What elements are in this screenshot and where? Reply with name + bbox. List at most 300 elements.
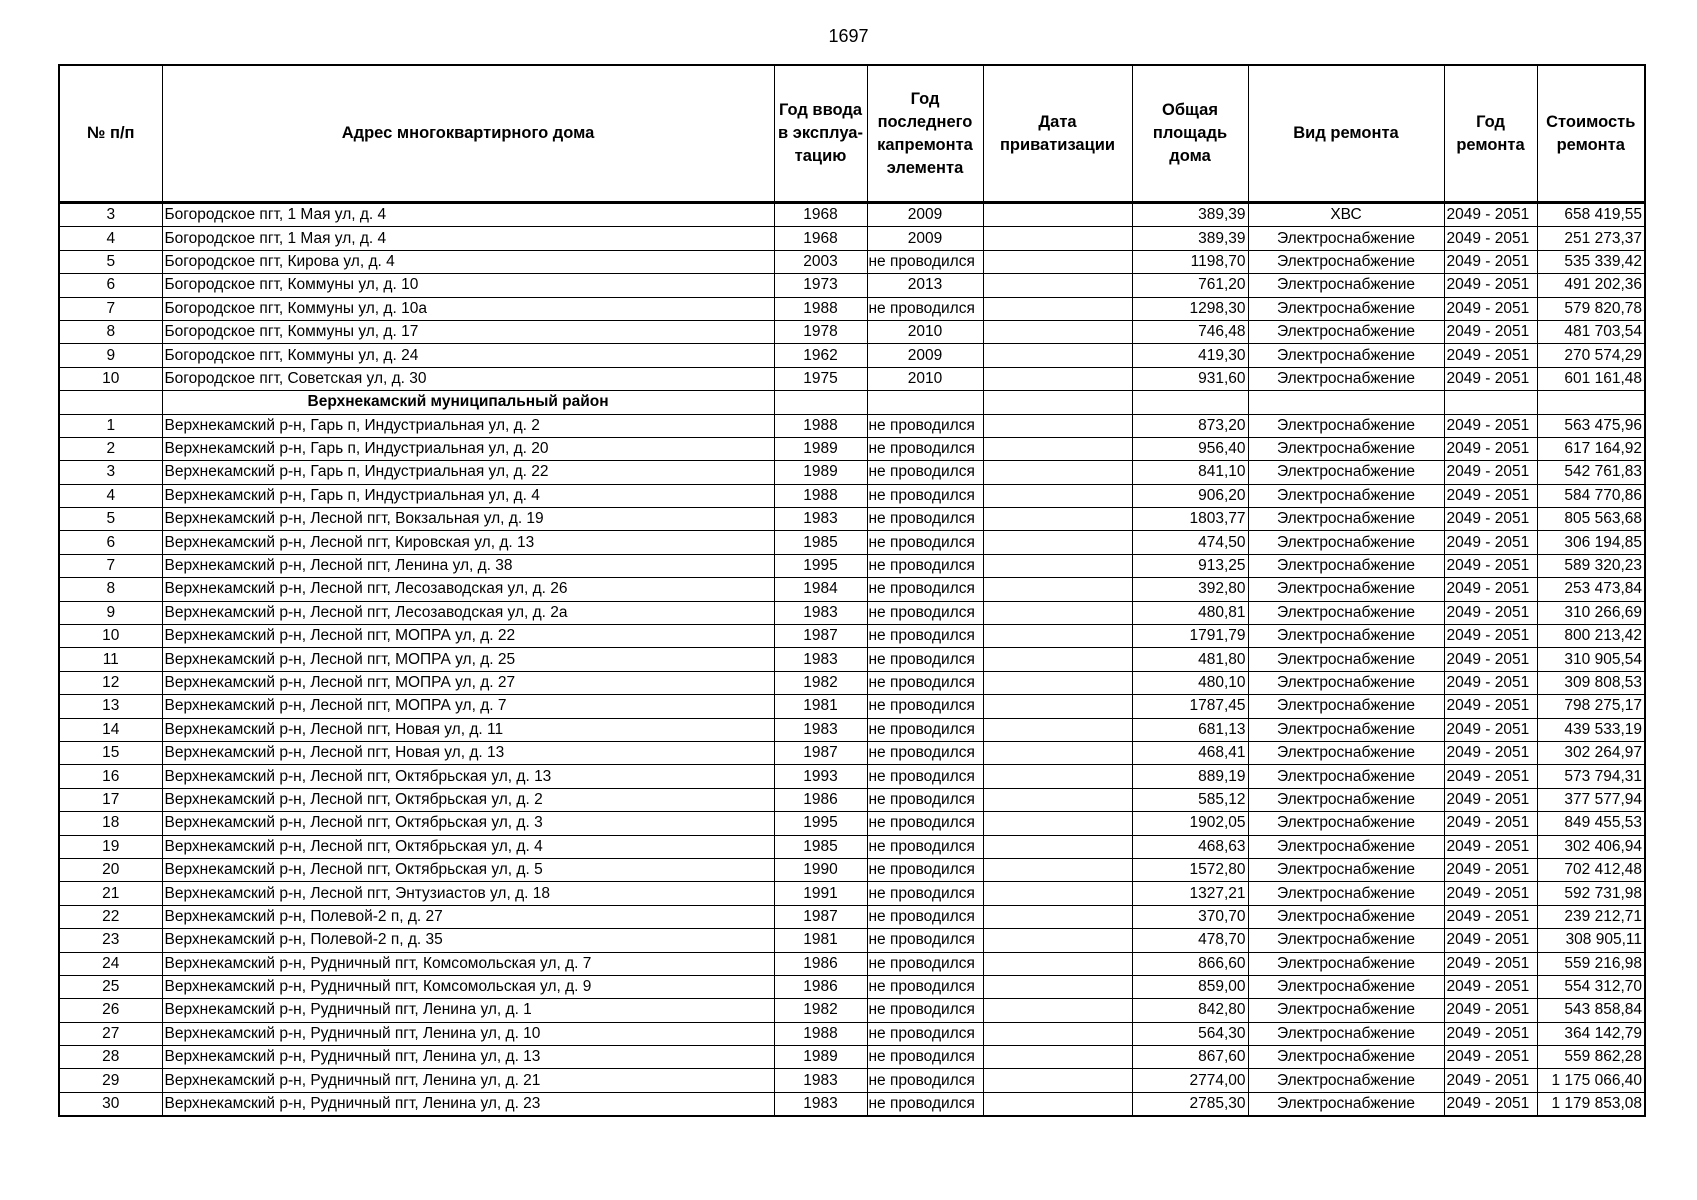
cell-last-repair: не проводился xyxy=(867,858,983,881)
cell-cost: 377 577,94 xyxy=(1537,788,1645,811)
cell-repair-kind: Электроснабжение xyxy=(1248,788,1444,811)
cell-repair-kind: Электроснабжение xyxy=(1248,1069,1444,1092)
cell-area: 842,80 xyxy=(1132,999,1248,1022)
cell-address: Верхнекамский р-н, Гарь п, Индустриальная ул, д. 20 xyxy=(162,437,774,460)
cell-cost: 481 703,54 xyxy=(1537,320,1645,343)
table-row xyxy=(59,601,1645,624)
cell-repair-kind: Электроснабжение xyxy=(1248,437,1444,460)
cell-cost: 1 175 066,40 xyxy=(1537,1069,1645,1092)
cell-address: Верхнекамский р-н, Лесной пгт, Новая ул, д. 13 xyxy=(162,741,774,764)
cell-last-repair: не проводился xyxy=(867,625,983,648)
table-row xyxy=(59,1022,1645,1045)
cell-last-repair: 2009 xyxy=(867,203,983,227)
cell-last-repair: не проводился xyxy=(867,1022,983,1045)
cell-year-built: 1986 xyxy=(774,788,867,811)
cell-num: 16 xyxy=(59,765,162,788)
cell-address: Верхнекамский р-н, Лесной пгт, МОПРА ул, д. 25 xyxy=(162,648,774,671)
cell-last-repair: не проводился xyxy=(867,695,983,718)
table-row xyxy=(59,320,1645,343)
cell-num: 10 xyxy=(59,625,162,648)
cell-repair-kind: Электроснабжение xyxy=(1248,250,1444,273)
cell-num: 10 xyxy=(59,367,162,390)
table-row xyxy=(59,929,1645,952)
cell-num: 8 xyxy=(59,578,162,601)
cell-year-built: 1988 xyxy=(774,484,867,507)
cell-privatization xyxy=(983,741,1132,764)
cell-repair-period: 2049 - 2051 xyxy=(1444,203,1537,227)
cell-area: 419,30 xyxy=(1132,344,1248,367)
cell-cost: 302 406,94 xyxy=(1537,835,1645,858)
cell-cost: 559 216,98 xyxy=(1537,952,1645,975)
table-row xyxy=(59,858,1645,881)
table-row xyxy=(59,835,1645,858)
cell-repair-period: 2049 - 2051 xyxy=(1444,671,1537,694)
cell-last-repair: не проводился xyxy=(867,250,983,273)
table-row xyxy=(59,788,1645,811)
cell-repair-kind: Электроснабжение xyxy=(1248,765,1444,788)
cell-cost: 601 161,48 xyxy=(1537,367,1645,390)
cell-last-repair: не проводился xyxy=(867,484,983,507)
cell-repair-kind: Электроснабжение xyxy=(1248,531,1444,554)
cell-repair-kind: Электроснабжение xyxy=(1248,718,1444,741)
cell-last-repair xyxy=(867,391,983,414)
cell-address: Верхнекамский р-н, Лесной пгт, Октябрьская ул, д. 5 xyxy=(162,858,774,881)
cell-privatization xyxy=(983,484,1132,507)
cell-privatization xyxy=(983,905,1132,928)
cell-num: 6 xyxy=(59,274,162,297)
cell-address: Верхнекамский р-н, Гарь п, Индустриальная ул, д. 2 xyxy=(162,414,774,437)
cell-privatization xyxy=(983,975,1132,998)
cell-cost: 554 312,70 xyxy=(1537,975,1645,998)
cell-privatization xyxy=(983,999,1132,1022)
cell-last-repair: не проводился xyxy=(867,554,983,577)
cell-cost: 251 273,37 xyxy=(1537,227,1645,250)
cell-year-built: 1983 xyxy=(774,1069,867,1092)
cell-num: 8 xyxy=(59,320,162,343)
cell-repair-kind: Электроснабжение xyxy=(1248,1046,1444,1069)
cell-address: Верхнекамский муниципальный район xyxy=(162,391,774,414)
table-row xyxy=(59,718,1645,741)
cell-num: 6 xyxy=(59,531,162,554)
cell-repair-kind: Электроснабжение xyxy=(1248,882,1444,905)
cell-area: 867,60 xyxy=(1132,1046,1248,1069)
cell-last-repair: не проводился xyxy=(867,1046,983,1069)
table-row xyxy=(59,531,1645,554)
cell-address: Верхнекамский р-н, Лесной пгт, Энтузиастов ул, д. 18 xyxy=(162,882,774,905)
cell-area: 564,30 xyxy=(1132,1022,1248,1045)
cell-year-built: 1982 xyxy=(774,999,867,1022)
table-row xyxy=(59,695,1645,718)
table-row xyxy=(59,203,1645,227)
table-row xyxy=(59,461,1645,484)
cell-year-built: 1988 xyxy=(774,297,867,320)
cell-area: 2774,00 xyxy=(1132,1069,1248,1092)
cell-num: 9 xyxy=(59,344,162,367)
cell-repair-kind: Электроснабжение xyxy=(1248,484,1444,507)
cell-year-built: 1983 xyxy=(774,1092,867,1116)
cell-repair-period: 2049 - 2051 xyxy=(1444,508,1537,531)
cell-address: Богородское пгт, 1 Мая ул, д. 4 xyxy=(162,227,774,250)
cell-year-built: 1973 xyxy=(774,274,867,297)
cell-year-built: 1983 xyxy=(774,508,867,531)
cell-privatization xyxy=(983,625,1132,648)
cell-num: 13 xyxy=(59,695,162,718)
cell-last-repair: не проводился xyxy=(867,952,983,975)
cell-cost: 253 473,84 xyxy=(1537,578,1645,601)
cell-repair-kind: Электроснабжение xyxy=(1248,1022,1444,1045)
cell-repair-kind: Электроснабжение xyxy=(1248,975,1444,998)
cell-year-built xyxy=(774,391,867,414)
cell-last-repair: не проводился xyxy=(867,905,983,928)
cell-last-repair: не проводился xyxy=(867,414,983,437)
cell-repair-kind: Электроснабжение xyxy=(1248,554,1444,577)
cell-repair-period: 2049 - 2051 xyxy=(1444,929,1537,952)
cell-last-repair: не проводился xyxy=(867,812,983,835)
cell-cost: 579 820,78 xyxy=(1537,297,1645,320)
cell-area: 859,00 xyxy=(1132,975,1248,998)
cell-area: 889,19 xyxy=(1132,765,1248,788)
cell-area: 761,20 xyxy=(1132,274,1248,297)
cell-area: 1572,80 xyxy=(1132,858,1248,881)
cell-privatization xyxy=(983,508,1132,531)
cell-last-repair: не проводился xyxy=(867,788,983,811)
cell-cost: 239 212,71 xyxy=(1537,905,1645,928)
table-row xyxy=(59,765,1645,788)
cell-repair-period: 2049 - 2051 xyxy=(1444,812,1537,835)
cell-year-built: 1983 xyxy=(774,718,867,741)
cell-num: 11 xyxy=(59,648,162,671)
cell-num: 4 xyxy=(59,484,162,507)
cell-num: 29 xyxy=(59,1069,162,1092)
cell-repair-kind: Электроснабжение xyxy=(1248,297,1444,320)
cell-area: 841,10 xyxy=(1132,461,1248,484)
cell-last-repair: не проводился xyxy=(867,1092,983,1116)
table-row xyxy=(59,741,1645,764)
cell-repair-period: 2049 - 2051 xyxy=(1444,905,1537,928)
cell-area: 2785,30 xyxy=(1132,1092,1248,1116)
cell-num: 19 xyxy=(59,835,162,858)
cell-address: Богородское пгт, Коммуны ул, д. 17 xyxy=(162,320,774,343)
cell-last-repair: 2010 xyxy=(867,320,983,343)
cell-num: 26 xyxy=(59,999,162,1022)
cell-year-built: 1993 xyxy=(774,765,867,788)
cell-address: Богородское пгт, Коммуны ул, д. 10 xyxy=(162,274,774,297)
cell-last-repair: не проводился xyxy=(867,975,983,998)
cell-year-built: 1982 xyxy=(774,671,867,694)
cell-address: Верхнекамский р-н, Рудничный пгт, Ленина ул, д. 21 xyxy=(162,1069,774,1092)
cell-privatization xyxy=(983,1092,1132,1116)
cell-repair-kind: Электроснабжение xyxy=(1248,414,1444,437)
cell-year-built: 1988 xyxy=(774,414,867,437)
cell-cost: 798 275,17 xyxy=(1537,695,1645,718)
cell-year-built: 1983 xyxy=(774,601,867,624)
cell-num: 12 xyxy=(59,671,162,694)
cell-year-built: 1995 xyxy=(774,812,867,835)
cell-last-repair: не проводился xyxy=(867,461,983,484)
cell-num: 5 xyxy=(59,508,162,531)
cell-address: Верхнекамский р-н, Рудничный пгт, Комсомольская ул, д. 7 xyxy=(162,952,774,975)
cell-area: 1298,30 xyxy=(1132,297,1248,320)
cell-address: Верхнекамский р-н, Лесной пгт, Ленина ул, д. 38 xyxy=(162,554,774,577)
cell-address: Верхнекамский р-н, Полевой-2 п, д. 27 xyxy=(162,905,774,928)
cell-privatization xyxy=(983,227,1132,250)
cell-year-built: 1983 xyxy=(774,648,867,671)
cell-area: 931,60 xyxy=(1132,367,1248,390)
cell-year-built: 1987 xyxy=(774,741,867,764)
cell-last-repair: не проводился xyxy=(867,508,983,531)
cell-num: 17 xyxy=(59,788,162,811)
cell-num: 3 xyxy=(59,203,162,227)
cell-year-built: 1975 xyxy=(774,367,867,390)
page-number: 1697 xyxy=(828,26,869,46)
cell-cost xyxy=(1537,391,1645,414)
cell-repair-kind xyxy=(1248,391,1444,414)
cell-area: 913,25 xyxy=(1132,554,1248,577)
cell-last-repair: 2009 xyxy=(867,227,983,250)
cell-address: Богородское пгт, Кирова ул, д. 4 xyxy=(162,250,774,273)
cell-privatization xyxy=(983,297,1132,320)
cell-privatization xyxy=(983,437,1132,460)
cell-repair-period: 2049 - 2051 xyxy=(1444,999,1537,1022)
table-row xyxy=(59,297,1645,320)
cell-area: 480,81 xyxy=(1132,601,1248,624)
cell-privatization xyxy=(983,274,1132,297)
cell-cost: 1 179 853,08 xyxy=(1537,1092,1645,1116)
cell-repair-period: 2049 - 2051 xyxy=(1444,367,1537,390)
cell-num: 24 xyxy=(59,952,162,975)
cell-address: Верхнекамский р-н, Рудничный пгт, Ленина ул, д. 13 xyxy=(162,1046,774,1069)
cell-address: Богородское пгт, Коммуны ул, д. 24 xyxy=(162,344,774,367)
cell-cost: 310 266,69 xyxy=(1537,601,1645,624)
cell-year-built: 1968 xyxy=(774,227,867,250)
cell-repair-period: 2049 - 2051 xyxy=(1444,554,1537,577)
table-row xyxy=(59,250,1645,273)
cell-cost: 535 339,42 xyxy=(1537,250,1645,273)
cell-repair-period: 2049 - 2051 xyxy=(1444,1069,1537,1092)
cell-year-built: 1990 xyxy=(774,858,867,881)
cell-year-built: 1984 xyxy=(774,578,867,601)
cell-num: 25 xyxy=(59,975,162,998)
cell-area: 1327,21 xyxy=(1132,882,1248,905)
cell-cost: 584 770,86 xyxy=(1537,484,1645,507)
cell-repair-period: 2049 - 2051 xyxy=(1444,250,1537,273)
cell-repair-kind: Электроснабжение xyxy=(1248,741,1444,764)
cell-repair-kind: Электроснабжение xyxy=(1248,227,1444,250)
cell-repair-period: 2049 - 2051 xyxy=(1444,461,1537,484)
cell-last-repair: не проводился xyxy=(867,297,983,320)
cell-privatization xyxy=(983,344,1132,367)
cell-address: Верхнекамский р-н, Лесной пгт, Лесозаводская ул, д. 2а xyxy=(162,601,774,624)
cell-repair-kind: Электроснабжение xyxy=(1248,905,1444,928)
cell-year-built: 1968 xyxy=(774,203,867,227)
cell-num: 23 xyxy=(59,929,162,952)
cell-year-built: 1986 xyxy=(774,952,867,975)
cell-area: 1803,77 xyxy=(1132,508,1248,531)
cell-repair-kind: Электроснабжение xyxy=(1248,601,1444,624)
table-row xyxy=(59,554,1645,577)
cell-num: 15 xyxy=(59,741,162,764)
cell-last-repair: не проводился xyxy=(867,578,983,601)
cell-repair-kind: Электроснабжение xyxy=(1248,835,1444,858)
cell-area: 866,60 xyxy=(1132,952,1248,975)
cell-year-built: 1991 xyxy=(774,882,867,905)
cell-year-built: 1989 xyxy=(774,1046,867,1069)
cell-area: 906,20 xyxy=(1132,484,1248,507)
cell-year-built: 1986 xyxy=(774,975,867,998)
cell-area: 389,39 xyxy=(1132,203,1248,227)
cell-address: Верхнекамский р-н, Лесной пгт, Лесозаводская ул, д. 26 xyxy=(162,578,774,601)
cell-privatization xyxy=(983,929,1132,952)
cell-area xyxy=(1132,391,1248,414)
cell-repair-period: 2049 - 2051 xyxy=(1444,858,1537,881)
cell-num xyxy=(59,391,162,414)
cell-repair-period xyxy=(1444,391,1537,414)
cell-area: 468,41 xyxy=(1132,741,1248,764)
cell-cost: 559 862,28 xyxy=(1537,1046,1645,1069)
cell-area: 481,80 xyxy=(1132,648,1248,671)
cell-area: 873,20 xyxy=(1132,414,1248,437)
cell-num: 28 xyxy=(59,1046,162,1069)
cell-address: Верхнекамский р-н, Лесной пгт, Кировская ул, д. 13 xyxy=(162,531,774,554)
table-row xyxy=(59,882,1645,905)
cell-year-built: 1988 xyxy=(774,1022,867,1045)
cell-last-repair: 2009 xyxy=(867,344,983,367)
cell-privatization xyxy=(983,367,1132,390)
cell-num: 20 xyxy=(59,858,162,881)
header-year-built: Год ввода в эксплуа-тацию xyxy=(774,65,867,203)
cell-year-built: 1985 xyxy=(774,835,867,858)
cell-area: 681,13 xyxy=(1132,718,1248,741)
cell-address: Богородское пгт, Коммуны ул, д. 10а xyxy=(162,297,774,320)
table-row xyxy=(59,344,1645,367)
cell-num: 3 xyxy=(59,461,162,484)
cell-repair-period: 2049 - 2051 xyxy=(1444,227,1537,250)
cell-repair-kind: Электроснабжение xyxy=(1248,625,1444,648)
cell-address: Верхнекамский р-н, Гарь п, Индустриальная ул, д. 22 xyxy=(162,461,774,484)
table-row xyxy=(59,952,1645,975)
cell-repair-kind: Электроснабжение xyxy=(1248,858,1444,881)
table-row xyxy=(59,484,1645,507)
cell-address: Верхнекамский р-н, Гарь п, Индустриальная ул, д. 4 xyxy=(162,484,774,507)
cell-privatization xyxy=(983,250,1132,273)
cell-last-repair: 2010 xyxy=(867,367,983,390)
header-privatization: Дата приватизации xyxy=(983,65,1132,203)
cell-privatization xyxy=(983,391,1132,414)
table-row xyxy=(59,812,1645,835)
cell-address: Верхнекамский р-н, Полевой-2 п, д. 35 xyxy=(162,929,774,952)
cell-year-built: 1989 xyxy=(774,437,867,460)
cell-num: 22 xyxy=(59,905,162,928)
cell-address: Богородское пгт, 1 Мая ул, д. 4 xyxy=(162,203,774,227)
table-row xyxy=(59,578,1645,601)
cell-cost: 543 858,84 xyxy=(1537,999,1645,1022)
cell-cost: 309 808,53 xyxy=(1537,671,1645,694)
cell-repair-kind: Электроснабжение xyxy=(1248,952,1444,975)
cell-repair-period: 2049 - 2051 xyxy=(1444,835,1537,858)
header-address: Адрес многоквартирного дома xyxy=(162,65,774,203)
cell-repair-kind: Электроснабжение xyxy=(1248,812,1444,835)
cell-last-repair: не проводился xyxy=(867,999,983,1022)
cell-repair-period: 2049 - 2051 xyxy=(1444,765,1537,788)
header-last-repair: Год последнего капремонта элемента xyxy=(867,65,983,203)
cell-repair-kind: Электроснабжение xyxy=(1248,929,1444,952)
header-cost: Стоимость ремонта xyxy=(1537,65,1645,203)
cell-address: Верхнекамский р-н, Лесной пгт, МОПРА ул, д. 27 xyxy=(162,671,774,694)
cell-area: 468,63 xyxy=(1132,835,1248,858)
cell-year-built: 1981 xyxy=(774,695,867,718)
cell-area: 478,70 xyxy=(1132,929,1248,952)
cell-area: 956,40 xyxy=(1132,437,1248,460)
cell-num: 14 xyxy=(59,718,162,741)
table-row xyxy=(59,975,1645,998)
table-header xyxy=(59,65,1645,203)
cell-num: 9 xyxy=(59,601,162,624)
cell-address: Верхнекамский р-н, Лесной пгт, Октябрьская ул, д. 3 xyxy=(162,812,774,835)
table-row xyxy=(59,671,1645,694)
cell-repair-kind: Электроснабжение xyxy=(1248,671,1444,694)
cell-privatization xyxy=(983,718,1132,741)
table-row xyxy=(59,1046,1645,1069)
cell-last-repair: не проводился xyxy=(867,718,983,741)
cell-repair-kind: Электроснабжение xyxy=(1248,344,1444,367)
cell-cost: 310 905,54 xyxy=(1537,648,1645,671)
cell-cost: 302 264,97 xyxy=(1537,741,1645,764)
cell-num: 7 xyxy=(59,297,162,320)
cell-repair-period: 2049 - 2051 xyxy=(1444,297,1537,320)
cell-year-built: 1985 xyxy=(774,531,867,554)
cell-cost: 658 419,55 xyxy=(1537,203,1645,227)
cell-address: Верхнекамский р-н, Лесной пгт, Октябрьская ул, д. 13 xyxy=(162,765,774,788)
cell-cost: 306 194,85 xyxy=(1537,531,1645,554)
cell-address: Верхнекамский р-н, Лесной пгт, Октябрьская ул, д. 4 xyxy=(162,835,774,858)
table-row xyxy=(59,508,1645,531)
cell-privatization xyxy=(983,1046,1132,1069)
cell-repair-period: 2049 - 2051 xyxy=(1444,952,1537,975)
cell-last-repair: не проводился xyxy=(867,671,983,694)
cell-area: 392,80 xyxy=(1132,578,1248,601)
cell-cost: 270 574,29 xyxy=(1537,344,1645,367)
cell-address: Верхнекамский р-н, Лесной пгт, Новая ул, д. 11 xyxy=(162,718,774,741)
cell-area: 1791,79 xyxy=(1132,625,1248,648)
cell-last-repair: не проводился xyxy=(867,437,983,460)
cell-repair-period: 2049 - 2051 xyxy=(1444,320,1537,343)
cell-repair-kind: Электроснабжение xyxy=(1248,274,1444,297)
cell-repair-kind: Электроснабжение xyxy=(1248,508,1444,531)
cell-privatization xyxy=(983,952,1132,975)
cell-cost: 364 142,79 xyxy=(1537,1022,1645,1045)
cell-privatization xyxy=(983,414,1132,437)
cell-address: Верхнекамский р-н, Рудничный пгт, Комсомольская ул, д. 9 xyxy=(162,975,774,998)
cell-cost: 805 563,68 xyxy=(1537,508,1645,531)
table-row xyxy=(59,1092,1645,1116)
cell-repair-period: 2049 - 2051 xyxy=(1444,625,1537,648)
cell-address: Верхнекамский р-н, Лесной пгт, МОПРА ул, д. 7 xyxy=(162,695,774,718)
cell-privatization xyxy=(983,882,1132,905)
cell-repair-period: 2049 - 2051 xyxy=(1444,601,1537,624)
table-row xyxy=(59,1069,1645,1092)
cell-year-built: 2003 xyxy=(774,250,867,273)
cell-repair-period: 2049 - 2051 xyxy=(1444,437,1537,460)
cell-privatization xyxy=(983,765,1132,788)
cell-year-built: 1989 xyxy=(774,461,867,484)
cell-cost: 308 905,11 xyxy=(1537,929,1645,952)
table-row xyxy=(59,274,1645,297)
cell-last-repair: не проводился xyxy=(867,929,983,952)
cell-last-repair: не проводился xyxy=(867,1069,983,1092)
repair-table xyxy=(58,64,1646,1117)
cell-privatization xyxy=(983,1022,1132,1045)
table-row xyxy=(59,648,1645,671)
